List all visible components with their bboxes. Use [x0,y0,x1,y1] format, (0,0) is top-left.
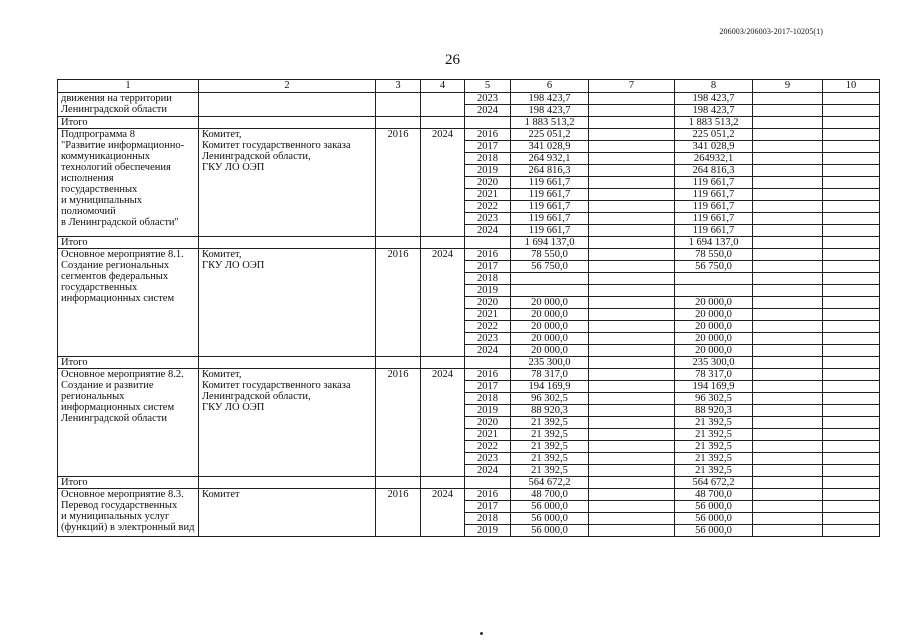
year-cell: 2019 [465,405,511,417]
value-col9 [753,333,823,345]
year-cell: 2021 [465,429,511,441]
value-col7 [589,417,675,429]
value-col9 [753,513,823,525]
value-col9 [753,381,823,393]
value-col8: 119 661,7 [675,177,753,189]
value-col10 [823,321,880,333]
value-col8: 119 661,7 [675,189,753,201]
value-col10 [823,297,880,309]
value-col6: 21 392,5 [511,453,589,465]
value-col6: 20 000,0 [511,333,589,345]
value-col7 [589,297,675,309]
value-col7 [589,177,675,189]
value-col8: 78 317,0 [675,369,753,381]
year-cell: 2017 [465,381,511,393]
value-col6: 119 661,7 [511,189,589,201]
empty-cell [823,237,880,249]
value-col8: 20 000,0 [675,321,753,333]
value-col8: 88 920,3 [675,405,753,417]
value-col7 [589,453,675,465]
empty-cell [589,117,675,129]
start-year: 2016 [376,129,421,237]
value-col8: 20 000,0 [675,309,753,321]
table-row [58,369,880,381]
value-col9 [753,405,823,417]
empty-cell [376,357,421,369]
empty-cell [376,477,421,489]
value-col7 [589,333,675,345]
value-col6: 21 392,5 [511,465,589,477]
value-col7 [589,513,675,525]
value-col10 [823,165,880,177]
value-col8: 21 392,5 [675,429,753,441]
empty-cell [465,477,511,489]
value-col7 [589,93,675,105]
empty-cell [823,117,880,129]
value-col8: 21 392,5 [675,417,753,429]
value-col9 [753,321,823,333]
value-col9 [753,453,823,465]
end-year: 2024 [421,249,465,357]
value-col7 [589,225,675,237]
value-col10 [823,93,880,105]
empty-cell [199,237,376,249]
executor: Комитет, Комитет государственного заказа Ленинградской области, ГКУ ЛО ОЭП [199,369,376,477]
value-col8: 20 000,0 [675,345,753,357]
value-col8 [675,273,753,285]
empty-cell [753,477,823,489]
value-col7 [589,129,675,141]
year-cell: 2021 [465,309,511,321]
empty-cell [823,477,880,489]
value-col7 [589,489,675,501]
value-col8: 56 750,0 [675,261,753,273]
executor: Комитет, Комитет государственного заказа Ленинградской области, ГКУ ЛО ОЭП [199,129,376,237]
value-col6: 264 816,3 [511,165,589,177]
empty-cell [199,117,376,129]
year-cell: 2016 [465,489,511,501]
value-col8: 225 051,2 [675,129,753,141]
col-header: 1 [58,80,199,93]
value-col10 [823,513,880,525]
value-col9 [753,273,823,285]
value-col9 [753,189,823,201]
value-col6: 20 000,0 [511,309,589,321]
value-col7 [589,345,675,357]
executor: Комитет, ГКУ ЛО ОЭП [199,249,376,357]
value-col7 [589,429,675,441]
value-col6: 20 000,0 [511,321,589,333]
table-row [58,489,880,501]
total-row [58,477,880,489]
value-col9 [753,93,823,105]
value-col6: 48 700,0 [511,489,589,501]
col-header: 7 [589,80,675,93]
year-cell: 2016 [465,369,511,381]
value-col9 [753,153,823,165]
value-col8: 264 816,3 [675,165,753,177]
year-cell: 2021 [465,189,511,201]
value-col10 [823,285,880,297]
measure-name: Основное мероприятие 8.3. Перевод государственных и муниципальных услуг (функций) в электронный вид [58,489,199,537]
value-col8: 21 392,5 [675,465,753,477]
total-col6: 1 694 137,0 [511,237,589,249]
value-col7 [589,201,675,213]
year-cell: 2018 [465,393,511,405]
col-header: 2 [199,80,376,93]
value-col8: 21 392,5 [675,441,753,453]
year-cell: 2019 [465,165,511,177]
value-col7 [589,249,675,261]
value-col7 [589,273,675,285]
year-cell: 2020 [465,297,511,309]
value-col8: 78 550,0 [675,249,753,261]
year-cell: 2016 [465,249,511,261]
start-year: 2016 [376,249,421,357]
table-row [58,93,880,105]
table-row [58,129,880,141]
col-header: 10 [823,80,880,93]
value-col10 [823,429,880,441]
value-col10 [823,489,880,501]
value-col9 [753,465,823,477]
value-col8 [675,285,753,297]
value-col10 [823,501,880,513]
value-col7 [589,165,675,177]
value-col10 [823,153,880,165]
empty-cell [753,237,823,249]
value-col9 [753,141,823,153]
value-col8: 198 423,7 [675,93,753,105]
value-col10 [823,249,880,261]
start-year [376,93,421,117]
value-col7 [589,369,675,381]
empty-cell [376,237,421,249]
year-cell: 2023 [465,93,511,105]
year-cell: 2018 [465,513,511,525]
value-col7 [589,189,675,201]
value-col9 [753,297,823,309]
value-col6: 56 750,0 [511,261,589,273]
value-col7 [589,285,675,297]
value-col7 [589,405,675,417]
value-col9 [753,525,823,537]
value-col9 [753,345,823,357]
value-col7 [589,261,675,273]
year-cell: 2017 [465,141,511,153]
value-col8: 119 661,7 [675,213,753,225]
year-cell: 2024 [465,105,511,117]
value-col8: 198 423,7 [675,105,753,117]
year-cell: 2024 [465,345,511,357]
total-label: Итого [58,117,199,129]
year-cell: 2018 [465,273,511,285]
value-col9 [753,417,823,429]
empty-cell [823,357,880,369]
value-col6: 96 302,5 [511,393,589,405]
value-col10 [823,465,880,477]
value-col6 [511,285,589,297]
value-col6: 198 423,7 [511,105,589,117]
value-col8: 48 700,0 [675,489,753,501]
value-col9 [753,261,823,273]
year-cell: 2024 [465,465,511,477]
value-col10 [823,333,880,345]
value-col10 [823,129,880,141]
value-col8: 56 000,0 [675,525,753,537]
col-header: 5 [465,80,511,93]
value-col8: 264932,1 [675,153,753,165]
col-header: 4 [421,80,465,93]
value-col7 [589,501,675,513]
value-col8: 56 000,0 [675,513,753,525]
value-col6: 198 423,7 [511,93,589,105]
value-col6: 56 000,0 [511,501,589,513]
total-row [58,357,880,369]
value-col9 [753,201,823,213]
measure-name: Основное мероприятие 8.1. Создание региональных сегментов федеральных государственных информационных систем [58,249,199,357]
value-col6: 21 392,5 [511,441,589,453]
empty-cell [199,357,376,369]
value-col10 [823,453,880,465]
value-col9 [753,393,823,405]
empty-cell [589,357,675,369]
value-col10 [823,309,880,321]
value-col6 [511,273,589,285]
total-row [58,237,880,249]
total-label: Итого [58,357,199,369]
col-header: 8 [675,80,753,93]
value-col8: 119 661,7 [675,225,753,237]
year-cell: 2023 [465,453,511,465]
value-col8: 194 169,9 [675,381,753,393]
empty-cell [465,237,511,249]
scan-dot [480,632,483,635]
value-col8: 20 000,0 [675,333,753,345]
total-row [58,117,880,129]
empty-cell [421,357,465,369]
value-col7 [589,141,675,153]
empty-cell [421,237,465,249]
value-col9 [753,213,823,225]
empty-cell [753,357,823,369]
value-col6: 119 661,7 [511,213,589,225]
value-col6: 264 932,1 [511,153,589,165]
value-col10 [823,345,880,357]
value-col10 [823,141,880,153]
value-col9 [753,309,823,321]
value-col6: 21 392,5 [511,429,589,441]
value-col9 [753,369,823,381]
value-col9 [753,177,823,189]
end-year: 2024 [421,129,465,237]
year-cell: 2023 [465,213,511,225]
value-col10 [823,189,880,201]
value-col6: 20 000,0 [511,297,589,309]
value-col9 [753,165,823,177]
value-col8: 20 000,0 [675,297,753,309]
total-col8: 1 883 513,2 [675,117,753,129]
header-row [58,80,880,93]
value-col10 [823,381,880,393]
value-col9 [753,105,823,117]
measure-name: Основное мероприятие 8.2. Создание и развитие региональных информационных систем Ленинградской области [58,369,199,477]
value-col9 [753,285,823,297]
empty-cell [376,117,421,129]
total-col6: 235 300,0 [511,357,589,369]
empty-cell [589,477,675,489]
empty-cell [421,117,465,129]
value-col6: 119 661,7 [511,177,589,189]
value-col6: 194 169,9 [511,381,589,393]
year-cell: 2022 [465,321,511,333]
program-table [57,79,880,537]
year-cell: 2019 [465,525,511,537]
total-col8: 564 672,2 [675,477,753,489]
value-col10 [823,405,880,417]
value-col7 [589,321,675,333]
year-cell: 2019 [465,285,511,297]
value-col8: 96 302,5 [675,393,753,405]
year-cell: 2023 [465,333,511,345]
value-col6: 78 550,0 [511,249,589,261]
value-col9 [753,225,823,237]
empty-cell [421,477,465,489]
measure-name: движения на территории Ленинградской области [58,93,199,117]
start-year: 2016 [376,489,421,537]
value-col7 [589,465,675,477]
value-col6: 78 317,0 [511,369,589,381]
value-col9 [753,441,823,453]
empty-cell [465,117,511,129]
value-col6: 119 661,7 [511,201,589,213]
year-cell: 2020 [465,417,511,429]
value-col6: 88 920,3 [511,405,589,417]
value-col7 [589,213,675,225]
col-header: 6 [511,80,589,93]
value-col6: 341 028,9 [511,141,589,153]
total-label: Итого [58,237,199,249]
value-col10 [823,393,880,405]
year-cell: 2020 [465,177,511,189]
year-cell: 2016 [465,129,511,141]
measure-name: Подпрограмма 8 "Развитие информационно- коммуникационных технологий обеспечения исполнения государственных и муниципальных полномочий в Ленинградской области" [58,129,199,237]
value-col8: 341 028,9 [675,141,753,153]
value-col10 [823,105,880,117]
document-id: 206003/206003-2017-10205(1) [719,27,823,36]
value-col10 [823,177,880,189]
total-col6: 1 883 513,2 [511,117,589,129]
value-col7 [589,525,675,537]
value-col9 [753,429,823,441]
total-col8: 1 694 137,0 [675,237,753,249]
value-col6: 225 051,2 [511,129,589,141]
start-year: 2016 [376,369,421,477]
empty-cell [753,117,823,129]
value-col6: 56 000,0 [511,525,589,537]
total-label: Итого [58,477,199,489]
value-col10 [823,525,880,537]
year-cell: 2018 [465,153,511,165]
year-cell: 2024 [465,225,511,237]
executor [199,93,376,117]
value-col10 [823,213,880,225]
value-col7 [589,441,675,453]
value-col8: 21 392,5 [675,453,753,465]
value-col10 [823,261,880,273]
value-col8: 56 000,0 [675,501,753,513]
value-col10 [823,441,880,453]
value-col10 [823,417,880,429]
value-col7 [589,105,675,117]
empty-cell [589,237,675,249]
value-col7 [589,309,675,321]
end-year [421,93,465,117]
year-cell: 2022 [465,201,511,213]
value-col8: 119 661,7 [675,201,753,213]
value-col9 [753,129,823,141]
year-cell: 2017 [465,501,511,513]
value-col6: 119 661,7 [511,225,589,237]
empty-cell [465,357,511,369]
col-header: 3 [376,80,421,93]
total-col6: 564 672,2 [511,477,589,489]
value-col9 [753,249,823,261]
value-col10 [823,225,880,237]
value-col10 [823,201,880,213]
value-col6: 56 000,0 [511,513,589,525]
end-year: 2024 [421,369,465,477]
value-col7 [589,153,675,165]
page-number: 26 [445,52,460,68]
col-header: 9 [753,80,823,93]
value-col10 [823,369,880,381]
year-cell: 2017 [465,261,511,273]
value-col7 [589,393,675,405]
executor: Комитет [199,489,376,537]
value-col6: 20 000,0 [511,345,589,357]
value-col6: 21 392,5 [511,417,589,429]
total-col8: 235 300,0 [675,357,753,369]
end-year: 2024 [421,489,465,537]
value-col7 [589,381,675,393]
table-row [58,249,880,261]
value-col9 [753,501,823,513]
year-cell: 2022 [465,441,511,453]
empty-cell [199,477,376,489]
value-col9 [753,489,823,501]
value-col10 [823,273,880,285]
